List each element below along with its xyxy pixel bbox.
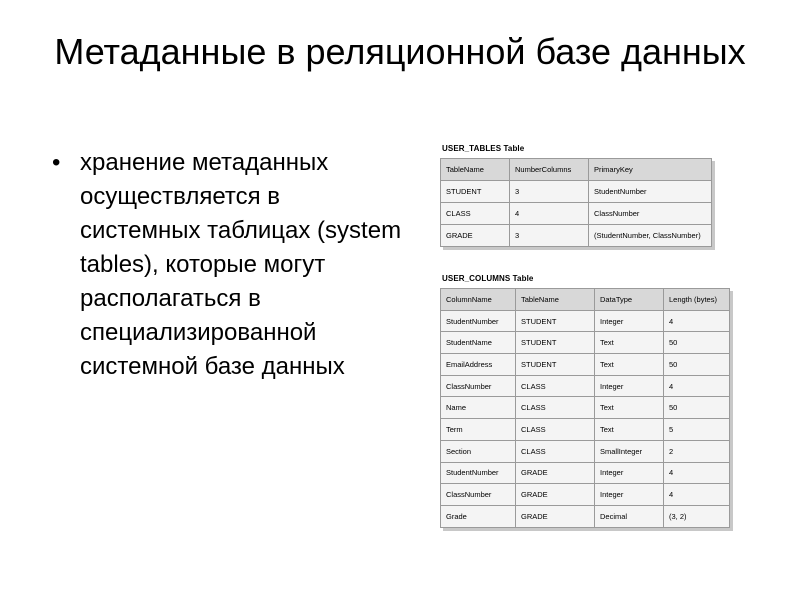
table-cell: GRADE: [516, 505, 595, 527]
table-cell: 50: [664, 332, 730, 354]
table-cell: GRADE: [441, 225, 510, 247]
table-cell: 3: [510, 181, 589, 203]
table-cell: STUDENT: [516, 332, 595, 354]
table-cell: 5: [664, 419, 730, 441]
table-cell: 50: [664, 397, 730, 419]
table-cell: Integer: [595, 462, 664, 484]
table-header-row: [441, 159, 712, 181]
user-tables-caption: USER_TABLES Table: [442, 144, 525, 153]
table-cell: StudentName: [441, 332, 516, 354]
table-row: [441, 375, 730, 397]
table-cell: GRADE: [516, 462, 595, 484]
table-header-row: [441, 289, 730, 311]
column-header: Length (bytes): [664, 289, 730, 311]
user-columns-caption: USER_COLUMNS Table: [442, 274, 534, 283]
table-cell: StudentNumber: [441, 310, 516, 332]
table-cell: CLASS: [516, 375, 595, 397]
bullet-item-text: хранение метаданных осуществляется в системных таблицах (system tables), которые могут располагаться в специализированной системной базе данных: [80, 149, 402, 380]
column-header: ColumnName: [441, 289, 516, 311]
table-cell: CLASS: [516, 419, 595, 441]
table-cell: EmailAddress: [441, 354, 516, 376]
table-row: [441, 310, 730, 332]
table-cell: ClassNumber: [441, 375, 516, 397]
column-header: TableName: [441, 159, 510, 181]
column-header: PrimaryKey: [589, 159, 712, 181]
table-cell: StudentNumber: [589, 181, 712, 203]
table-cell: (StudentNumber, ClassNumber): [589, 225, 712, 247]
table-cell: SmallInteger: [595, 440, 664, 462]
column-header: TableName: [516, 289, 595, 311]
bullet-list: [52, 146, 402, 384]
column-header: NumberColumns: [510, 159, 589, 181]
table-cell: Text: [595, 332, 664, 354]
table-cell: Integer: [595, 484, 664, 506]
column-header: DataType: [595, 289, 664, 311]
slide-title: Метаданные в реляционной базе данных: [54, 31, 746, 72]
table-cell: 4: [510, 203, 589, 225]
table-row: [441, 505, 730, 527]
table-row: [441, 332, 730, 354]
table-cell: 4: [664, 484, 730, 506]
table-cell: GRADE: [516, 484, 595, 506]
table-row: [441, 397, 730, 419]
table-cell: CLASS: [516, 440, 595, 462]
table-cell: CLASS: [516, 397, 595, 419]
table-cell: 4: [664, 462, 730, 484]
table-row: [441, 484, 730, 506]
table-row: [441, 181, 712, 203]
table-cell: StudentNumber: [441, 462, 516, 484]
bullet-marker: •: [52, 149, 61, 176]
table-cell: STUDENT: [516, 310, 595, 332]
table-row: [441, 440, 730, 462]
table-row: [441, 419, 730, 441]
table-cell: 4: [664, 375, 730, 397]
table-cell: CLASS: [441, 203, 510, 225]
table-row: [441, 225, 712, 247]
table-cell: Integer: [595, 375, 664, 397]
table-cell: STUDENT: [441, 181, 510, 203]
table-cell: Text: [595, 354, 664, 376]
table-cell: (3, 2): [664, 505, 730, 527]
table-cell: 2: [664, 440, 730, 462]
table-cell: 3: [510, 225, 589, 247]
table-cell: ClassNumber: [589, 203, 712, 225]
table-row: [441, 462, 730, 484]
table-cell: ClassNumber: [441, 484, 516, 506]
table-row: [441, 354, 730, 376]
table-cell: Decimal: [595, 505, 664, 527]
table-row: [441, 203, 712, 225]
table-cell: Text: [595, 419, 664, 441]
table-cell: Name: [441, 397, 516, 419]
table-cell: 4: [664, 310, 730, 332]
user-tables-table: [440, 158, 712, 247]
user-columns-table: [440, 288, 730, 528]
table-cell: Text: [595, 397, 664, 419]
table-cell: Integer: [595, 310, 664, 332]
table-cell: 50: [664, 354, 730, 376]
table-cell: Grade: [441, 505, 516, 527]
table-cell: Term: [441, 419, 516, 441]
table-cell: STUDENT: [516, 354, 595, 376]
table-cell: Section: [441, 440, 516, 462]
